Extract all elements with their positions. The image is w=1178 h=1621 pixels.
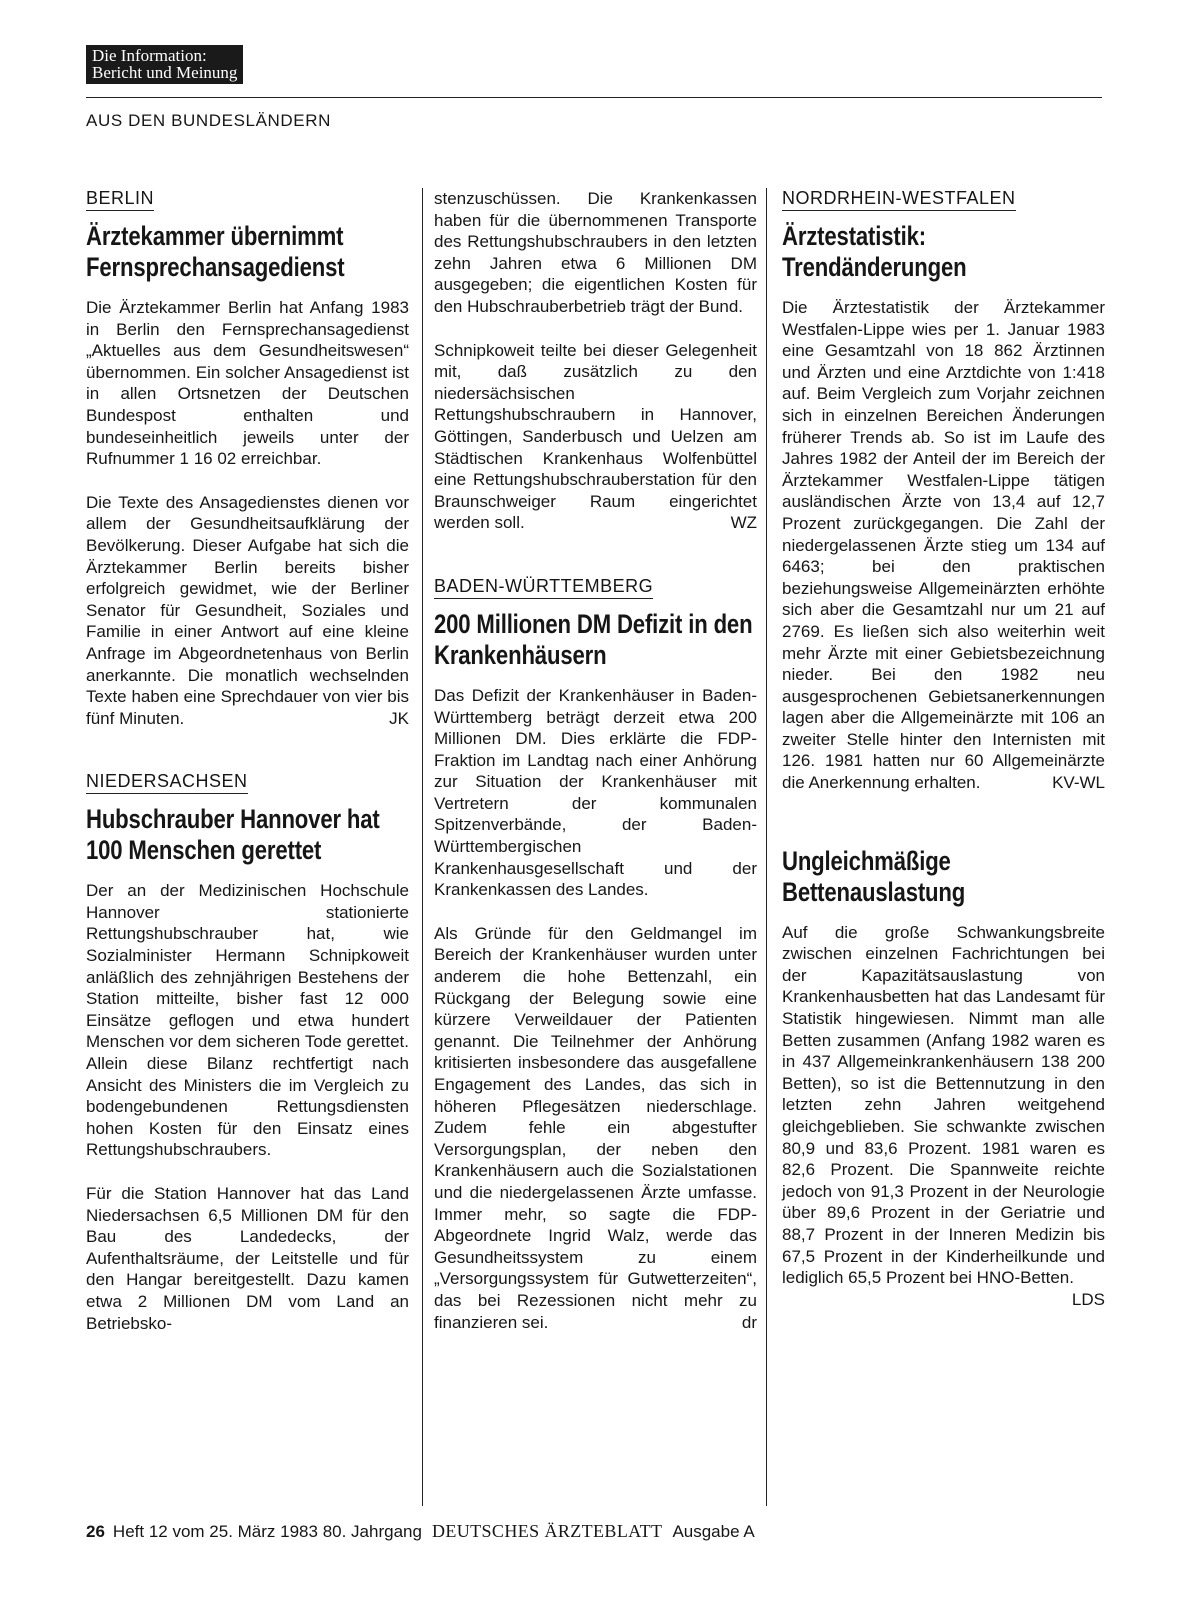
kicker-niedersachsen: NIEDERSACHSEN (86, 771, 248, 794)
journal-title: DEUTSCHES ÄRZTEBLATT (431, 1521, 663, 1541)
edition: Ausgabe A (672, 1522, 755, 1541)
article-niedersachsen (86, 771, 409, 1334)
article-bettenauslastung (782, 845, 1105, 1309)
author-signature: LDS (1071, 1289, 1105, 1309)
page-footer (86, 1521, 755, 1542)
column-divider-2 (766, 188, 767, 1506)
author-signature: JK (389, 708, 409, 728)
paragraph (86, 492, 409, 730)
column-1 (86, 188, 409, 1356)
author-signature: KV-WL (1052, 773, 1105, 793)
kicker-berlin: BERLIN (86, 188, 154, 211)
paragraph-text: Auf die große Schwankungsbreite zwischen einzelnen Fachrichtungen bei der Kapazitätsauslastung von Krankenhausbetten hat das Landesamt für Statistik hingewiesen. Nimmt man alle Betten zusammen (Anfang 1982 waren es in 437 Allgemeinkrankenhäusern 138 200 Betten), so ist die Bettennutzung in den letzten zehn Jahren weitgehend gleichgeblieben. Sie schwankte zwischen 80,9 und 83,6 Prozent. 1981 waren es 82,6 Prozent. Die Spannweite reichte jedoch von 91,3 Prozent in der Neurologie über 89,6 Prozent in der Geriatrie und 88,7 Prozent in der Inneren Medizin bis 67,5 Prozent in der Kinderheilkunde und lediglich 65,5 Prozent bei HNO-Betten. (782, 922, 1105, 1288)
paragraph-text: Als Gründe für den Geldmangel im Bereich der Krankenhäuser wurden unter anderem die hohe Bettenzahl, ein Rückgang der Belegung sowie eine kürzere Verweildauer der Patienten genannt. Die Teilnehmer der Anhörung kritisierten insbesondere das ausgefallene Engagement des Landes, das sich in höheren Pflegesätzen niederschlage. Zudem fehle ein abgestufter Versorgungsplan, der neben den Krankenhäusern auch die Sozialstationen und die niedergelassenen Ärzte umfasse. Immer mehr, so sagte die FDP-Abgeordnete Ingrid Walz, werde das Gesundheitssystem zu einem „Versorgungssystem für Gutwetterzeiten“, das bei Rezessionen nicht mehr zu finanzieren sei. (434, 923, 757, 1332)
paragraph (434, 340, 757, 534)
headline-bettenauslastung: Ungleichmäßige Bettenauslastung (782, 845, 966, 907)
kicker-nordrhein-westfalen: NORDRHEIN-WESTFALEN (782, 188, 1016, 211)
article-continuation (434, 188, 757, 534)
article-baden-wuerttemberg (434, 576, 757, 1333)
masthead-line-1: Die Information: (92, 46, 207, 65)
section-heading: AUS DEN BUNDESLÄNDERN (86, 111, 331, 130)
headline-nordrhein-westfalen: Ärztestatistik: Trendänderungen (782, 221, 967, 282)
article-nordrhein-westfalen (782, 188, 1105, 794)
paragraph (434, 923, 757, 1333)
column-divider-1 (422, 188, 423, 1506)
masthead-line-2: Bericht und Meinung (92, 63, 238, 82)
paragraph: Der an der Medizinischen Hochschule Hannover stationierte Rettungshubschrauber hat, wie Sozialminister Hermann Schnipkoweit anläßlich des zehnjährigen Bestehens der Station mitteilte, bisher fast 12 000 Einsätze geflogen und etwa hundert Menschen vor dem sicheren Tode gerettet. Allein diese Bilanz rechtfertigt nach Ansicht des Ministers die im Vergleich zu bodengebundenen Rettungsdiensten hohen Kosten für den Einsatz eines Rettungshubschraubers. (86, 881, 409, 1160)
headline-niedersachsen: Hubschrauber Hannover hat 100 Menschen gerettet (86, 804, 380, 866)
paragraph-text: Die Ärztestatistik der Ärztekammer Westfalen-Lippe wies per 1. Januar 1983 eine Gesamtzahl von 18 862 Ärztinnen und Ärzten und eine Arztdichte von 1:418 auf. Beim Vergleich zum Vorjahr zeichnen sich in einzelnen Bereichen Änderungen früherer Trends ab. So ist im Laufe des Jahres 1982 der Anteil der im Bereich der Ärztekammer Westfalen-Lippe tätigen ausländischen Ärzte von 13,4 auf 12,7 Prozent zurückgegangen. Die Zahl der niedergelassenen Ärzte stieg um 134 auf 6463; bei den praktischen beziehungsweise Allgemeinärzten erhöhte sich aber die Gesamtzahl nur um 21 auf 2769. Es ließen sich also weiterhin weit mehr Ärzte mit einer Gebietsbezeichnung nieder. Bei den 1982 neu ausgesprochenen Gebietsanerkennungen lagen aber die Allgemeinärzte mit 106 an zweiter Stelle hinter den Internisten mit 126. 1981 hatten nur 60 Allgemeinärzte die Anerkennung erhalten. (782, 298, 1105, 793)
issue-info: Heft 12 vom 25. März 1983 80. Jahrgang (112, 1522, 422, 1541)
paragraph: Das Defizit der Krankenhäuser in Baden-Württemberg beträgt derzeit etwa 200 Millionen DM. Dies erklärte die FDP-Fraktion im Landtag nach einer Anhörung zur Situation der Krankenhäuser mit Vertretern der kommunalen Spitzenverbände, der Baden-Württembergischen Krankenhausgesellschaft und der Krankenkassen des Landes. (434, 685, 757, 900)
paragraph (782, 297, 1105, 794)
paragraph-text: Die Texte des Ansagedienstes dienen vor allem der Gesundheitsaufklärung der Bevölkerung. Dieser Aufgabe hat sich die Ärztekammer Berlin bereits bisher erfolgreich gewidmet, wie der Berliner Senator für Gesundheit, Soziales und Familie in einer Antwort auf eine kleine Anfrage im Abgeordnetenhaus von Berlin anerkannte. Die monatlich wechselnden Texte haben eine Sprechdauer von vier bis fünf Minuten. (86, 492, 409, 728)
author-signature: WZ (730, 513, 757, 533)
column-3 (782, 188, 1105, 1311)
top-rule (86, 97, 1102, 98)
masthead (86, 45, 243, 84)
paragraph (782, 922, 1105, 1309)
headline-berlin: Ärztekammer übernimmt Fernsprechansagedienst (86, 221, 345, 282)
paragraph-text: Schnipkoweit teilte bei dieser Gelegenheit mit, daß zusätzlich zu den niedersächsischen Rettungshubschraubern in Hannover, Göttingen, Sanderbusch und Uelzen am Städtischen Krankenhaus Wolfenbüttel eine Rettungshubschrauberstation für den Braunschweiger Raum eingerichtet werden soll. (434, 340, 757, 533)
kicker-baden-wuerttemberg: BADEN-WÜRTTEMBERG (434, 576, 653, 599)
paragraph: Für die Station Hannover hat das Land Niedersachsen 6,5 Millionen DM für den Bau des Landedecks, der Aufenthaltsräume, der Leitstelle und für den Hangar bereitgestellt. Dazu kamen etwa 2 Millionen DM vom Land an Betriebsko- (86, 1184, 409, 1333)
headline-baden-wuerttemberg: 200 Millionen DM Defizit in den Krankenhäusern (434, 608, 753, 670)
column-2 (434, 188, 757, 1355)
author-signature: dr (741, 1312, 757, 1332)
page-number: 26 (86, 1522, 105, 1541)
paragraph: stenzuschüssen. Die Krankenkassen haben für die übernommenen Transporte des Rettungshubschraubers in den letzten zehn Jahren etwa 6 Millionen DM ausgegeben; die eigentlichen Kosten für den Hubschrauberbetrieb trägt der Bund. (434, 189, 757, 316)
article-berlin (86, 188, 409, 729)
paragraph: Die Ärztekammer Berlin hat Anfang 1983 in Berlin den Fernsprechansagedienst „Aktuelles aus dem Gesundheitswesen“ übernommen. Ein solcher Ansagedienst ist in allen Ortsnetzen der Deutschen Bundespost enthalten und bundeseinheitlich jeweils unter der Rufnummer 1 16 02 erreichbar. (86, 298, 409, 469)
